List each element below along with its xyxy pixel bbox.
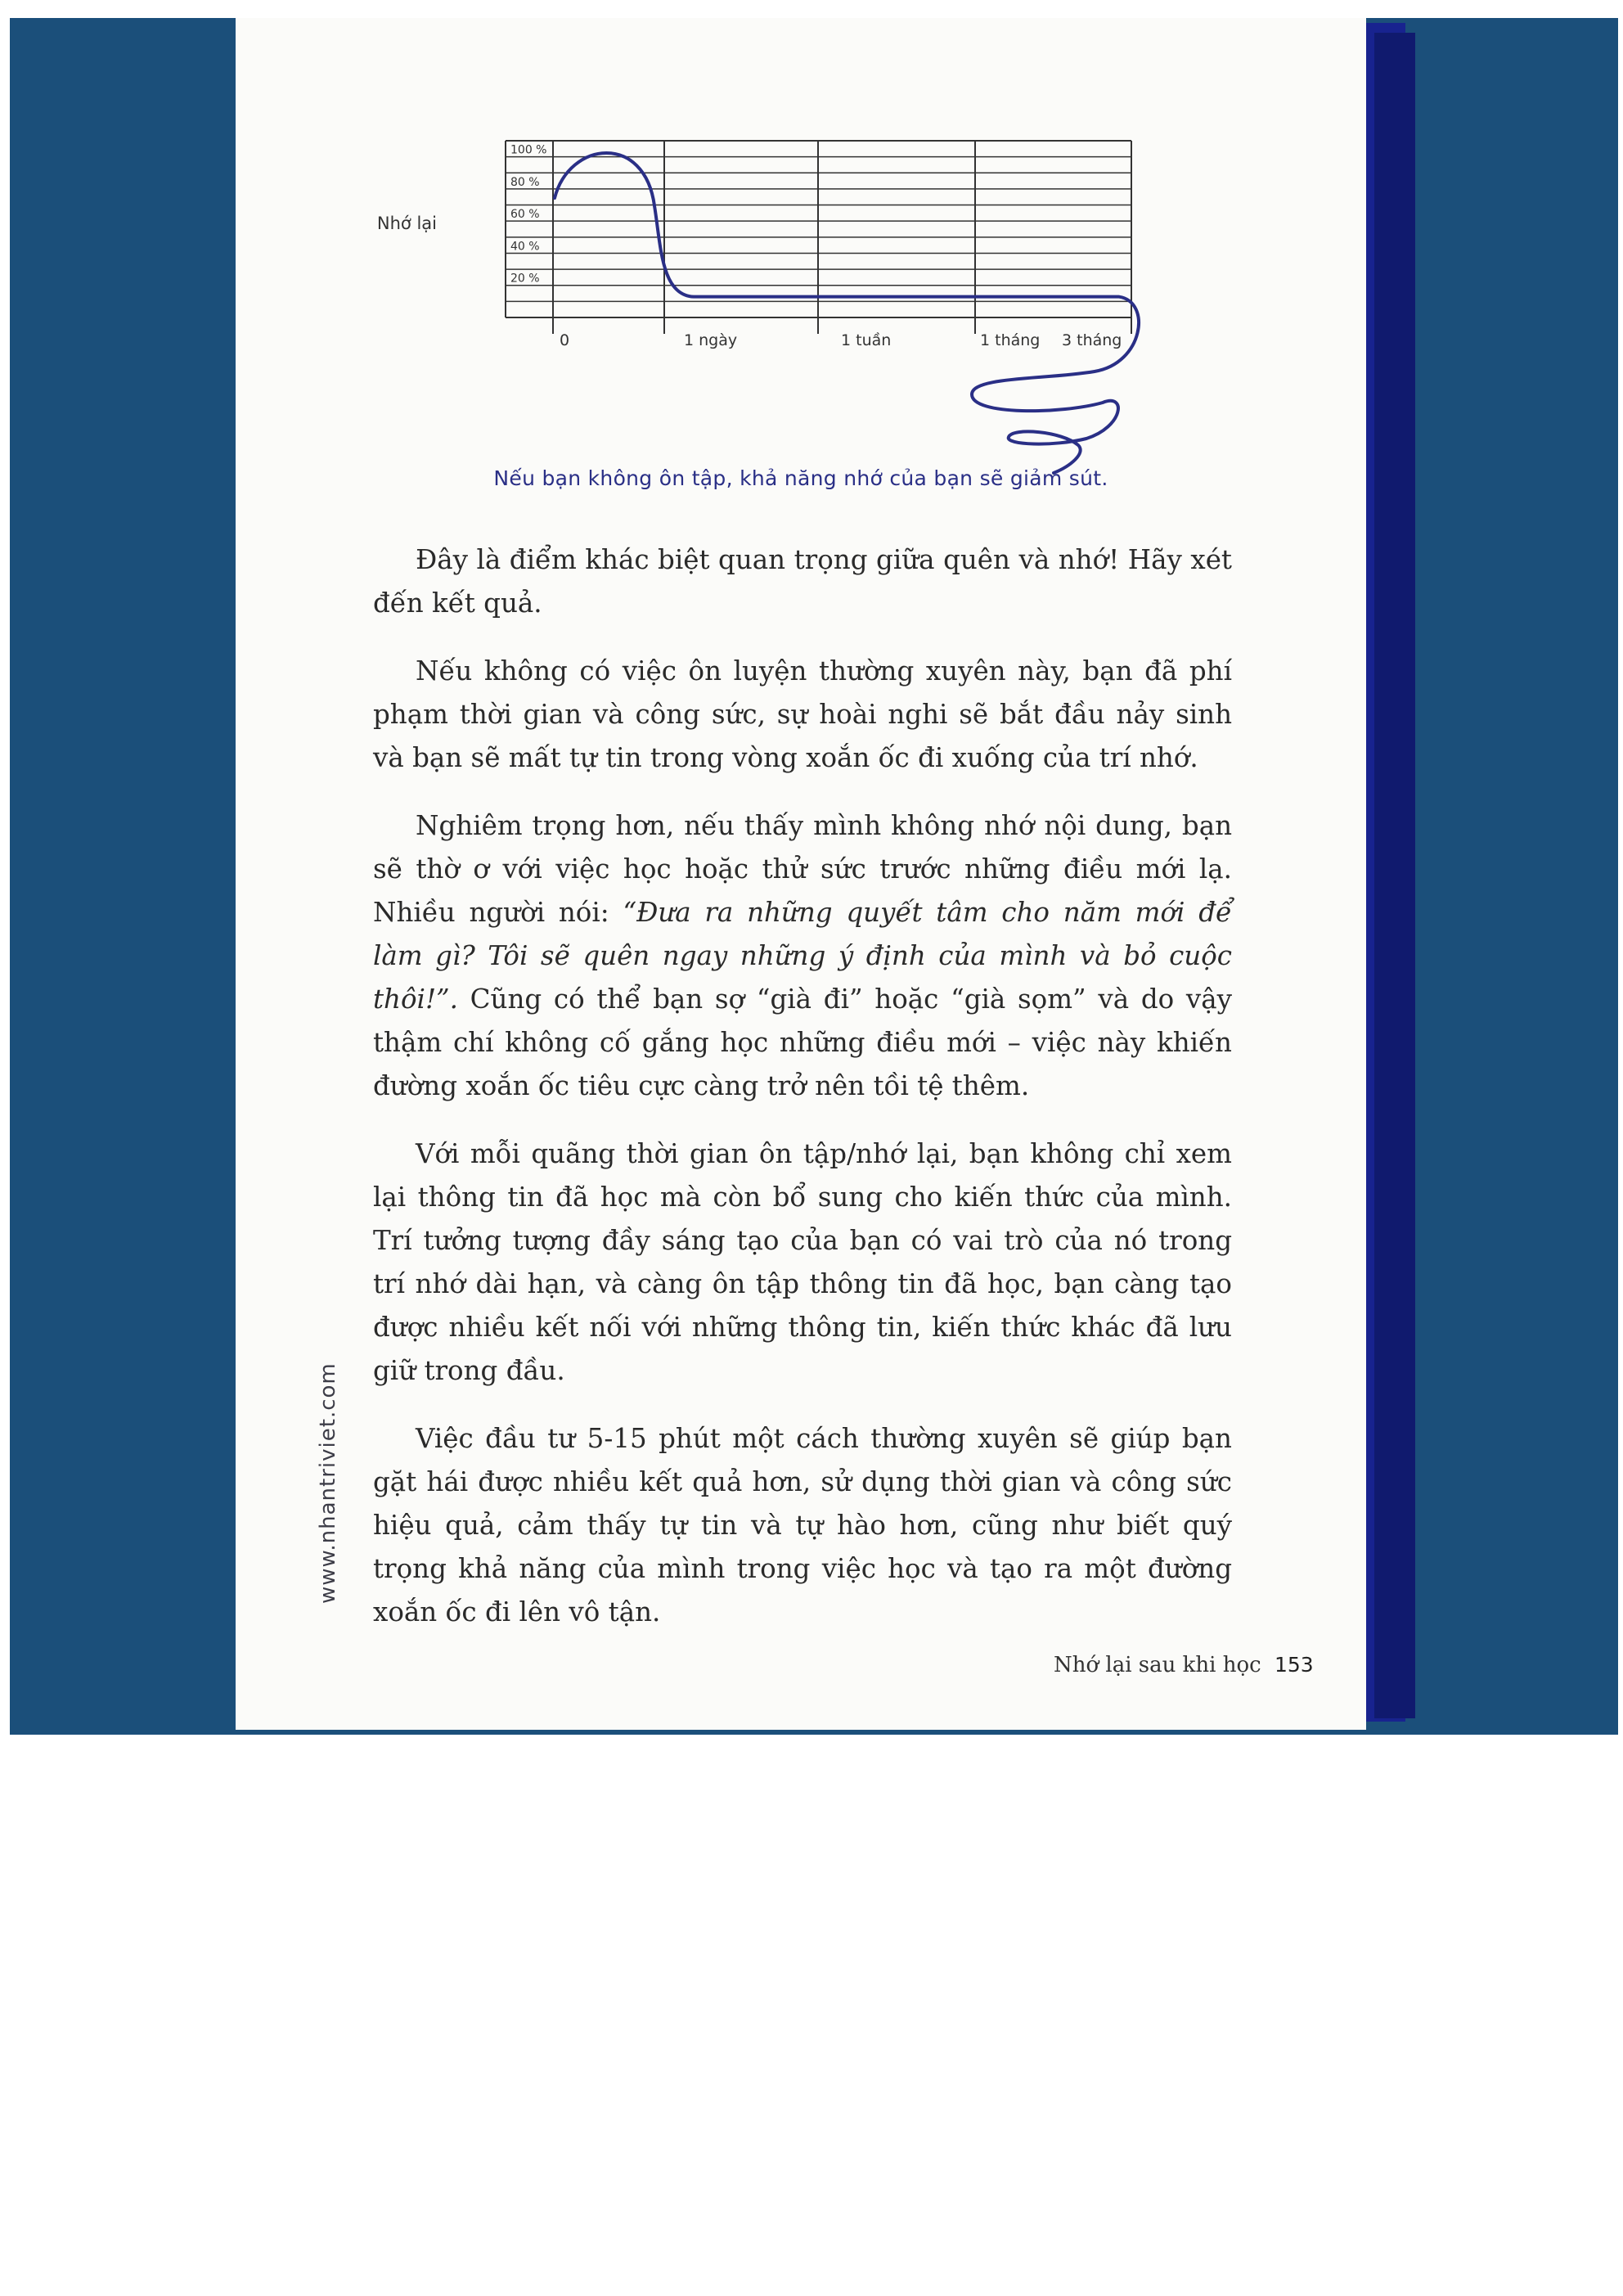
paragraph-3-quote: “Đưa ra những quyết tâm cho năm mới để làm gì? Tôi sẽ quên ngay những ý định của mình và bỏ cuộc thôi!”. [373,897,1232,1015]
running-head: Nhớ lại sau khi học [1054,1653,1261,1677]
paragraph-2: Nếu không có việc ôn luyện thường xuyên này, bạn đã phí phạm thời gian và công sức, sự hoài nghi sẽ bắt đầu nảy sinh và bạn sẽ mất tự tin trong vòng xoắn ốc đi xuống của trí nhớ. [373,655,1232,773]
y-tick-label: 20 % [510,272,540,286]
recall-curve [555,153,1139,473]
x-tick-label: 0 [560,331,570,349]
x-tick-labels [560,331,1122,349]
y-axis-label: Nhớ lại [376,214,437,233]
book-page [236,18,1366,1730]
body-text [373,538,1232,1659]
paragraph-3-a: Nghiêm trọng hơn, nếu thấy mình không nhớ nội dung, bạn sẽ thờ ơ với việc học hoặc thử sức trước những điều mới lạ. Nhiều người nói: [373,810,1232,928]
x-tick-label: 1 tháng [980,331,1041,349]
chart-grid [506,141,1131,334]
paragraph-3 [373,804,1232,1108]
book-edge-shadow [1374,33,1415,1718]
y-tick-labels [510,144,546,286]
memory-chart [236,18,1366,509]
paragraph-3-b: Cũng có thể bạn sợ “già đi” hoặc “già sọm” và do vậy thậm chí không cố gắng học những điều mới – việc này khiến đường xoắn ốc tiêu cực càng trở nên tồi tệ thêm. [373,984,1232,1101]
paragraph-4: Với mỗi quãng thời gian ôn tập/nhớ lại, bạn không chỉ xem lại thông tin đã học mà còn bổ sung cho kiến thức của mình. Trí tưởng tượng đầy sáng tạo của bạn có vai trò của nó trong trí nhớ dài hạn, và càng ôn tập thông tin đã học, bạn càng tạo được nhiều kết nối với những thông tin, kiến thức khác đã lưu giữ trong đầu. [373,1138,1232,1386]
side-url: www.nhantriviet.com [316,1362,340,1604]
y-tick-label: 40 % [510,240,540,254]
x-tick-label: 1 ngày [684,331,738,349]
page-number: 153 [1275,1653,1314,1677]
x-tick-label: 1 tuần [841,331,892,349]
y-tick-label: 60 % [510,208,540,222]
y-tick-label: 80 % [510,175,540,189]
memory-chart-svg [236,18,1366,509]
paragraph-5: Việc đầu tư 5-15 phút một cách thường xuyên sẽ giúp bạn gặt hái được nhiều kết quả hơn, sử dụng thời gian và công sức hiệu quả, cảm thấy tự tin và tự hào hơn, cũng như biết quý trọng khả năng của mình trong việc học và tạo ra một đường xoắn ốc đi lên vô tận. [373,1423,1232,1627]
paragraph-1: Đây là điểm khác biệt quan trọng giữa quên và nhớ! Hãy xét đến kết quả. [373,544,1232,619]
y-tick-label: 100 % [510,143,547,157]
chart-caption: Nếu bạn không ôn tập, khả năng nhớ của bạn sẽ giảm sút. [493,466,1108,490]
x-tick-label: 3 tháng [1062,331,1122,349]
